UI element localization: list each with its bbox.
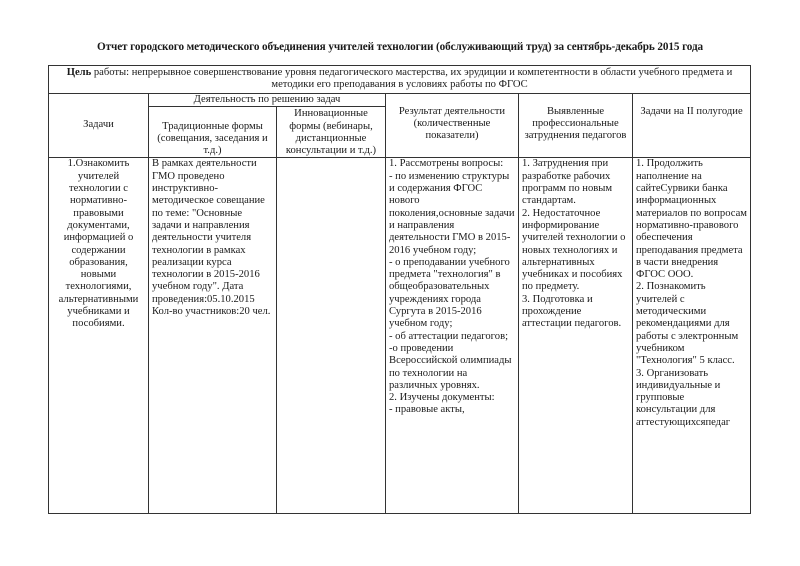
goal-text: работы: непрерывное совершенствование уровня педагогического мастерства, их эрудиции и компетентности в области учебного предмета и методики его преподавания в условиях работы по ФГОС [91, 67, 733, 91]
difficulty-line: 2. Недостаточное информирование учителей технологии о новых технологиях и альтернативных учебниках и пособиях по предмету. [522, 207, 626, 293]
difficulty-line: 1. Затруднения при разработке рабочих программ по новым стандартам. [522, 158, 613, 207]
next-task-line: 2. Познакомить учителей с методическими рекомендациями для работы с электронным учебником "Технология" 5 класс. [636, 281, 739, 367]
document-title: Отчет городского методического объединения учителей технологии (обслуживающий труд) за сентябрь-декабрь 2015 года [96, 41, 704, 53]
next-task-line: 3. Организовать индивидуальные и групповые консультации для аттестующихсяпедаг [636, 367, 731, 428]
report-table [48, 65, 751, 514]
goal-cell [49, 66, 751, 94]
cell-next-tasks [633, 158, 751, 514]
difficulty-line: 3. Подготовка и прохождение аттестации педагогов. [522, 293, 622, 330]
header-next-tasks: Задачи на II полугодие [633, 93, 751, 158]
goal-label: Цель [66, 67, 92, 78]
result-line: -о проведении Всероссийской олимпиады по технологии на различных уровнях. [389, 342, 512, 391]
result-line: - об аттестации педагогов; [389, 330, 509, 342]
result-line: 1. Рассмотрены вопросы: [389, 158, 504, 170]
cell-tasks: 1.Ознакомить учителей технологии с нормативно-правовыми документами, информацией о содержании образования, новыми технологиями, альтернативными учебниками и пособиями. [49, 158, 149, 514]
header-traditional: Традиционные формы (совещания, заседания и т.д.) [149, 106, 277, 158]
result-line: - о преподавании учебного предмета "технология" в общеобразовательных учреждениях города Сургута в 2015-2016 учебном году; [389, 256, 510, 330]
cell-result [386, 158, 519, 514]
header-result: Результат деятельности (количественные показатели) [386, 93, 519, 158]
header-activity-group: Деятельность по решению задач [149, 93, 386, 106]
header-innovative: Инновационные формы (вебинары, дистанционные консультации и т.д.) [277, 106, 386, 158]
cell-traditional: В рамках деятельности ГМО проведено инструктивно-методическое совещание по теме: "Основные задачи и направления деятельности учителя технологии в рамках реализации курса технологии в 2015-2016 учебном году". Дата проведения:05.10.2015 Кол-во участников:20 чел. [149, 158, 277, 514]
header-row-1 [49, 93, 751, 106]
goal-row [49, 66, 751, 94]
result-line: - по изменению структуры и содержания ФГОС нового поколения,основные задачи и направления деятельности ГМО в 2015-2016 учебном году; [389, 170, 515, 256]
result-line: 2. Изучены документы: [389, 392, 495, 404]
cell-innovative [277, 158, 386, 514]
header-difficulties: Выявленные профессиональные затруднения педагогов [519, 93, 633, 158]
table-row [49, 158, 751, 514]
result-line: - правовые акты, [389, 404, 465, 416]
cell-difficulties [519, 158, 633, 514]
next-task-line: 1. Продолжить наполнение на сайтеСурвики банка информационных материалов по вопросам нормативно-правового обеспечения преподавания предмета в части внедрения ФГОС ООО. [636, 158, 747, 281]
header-tasks: Задачи [49, 93, 149, 158]
